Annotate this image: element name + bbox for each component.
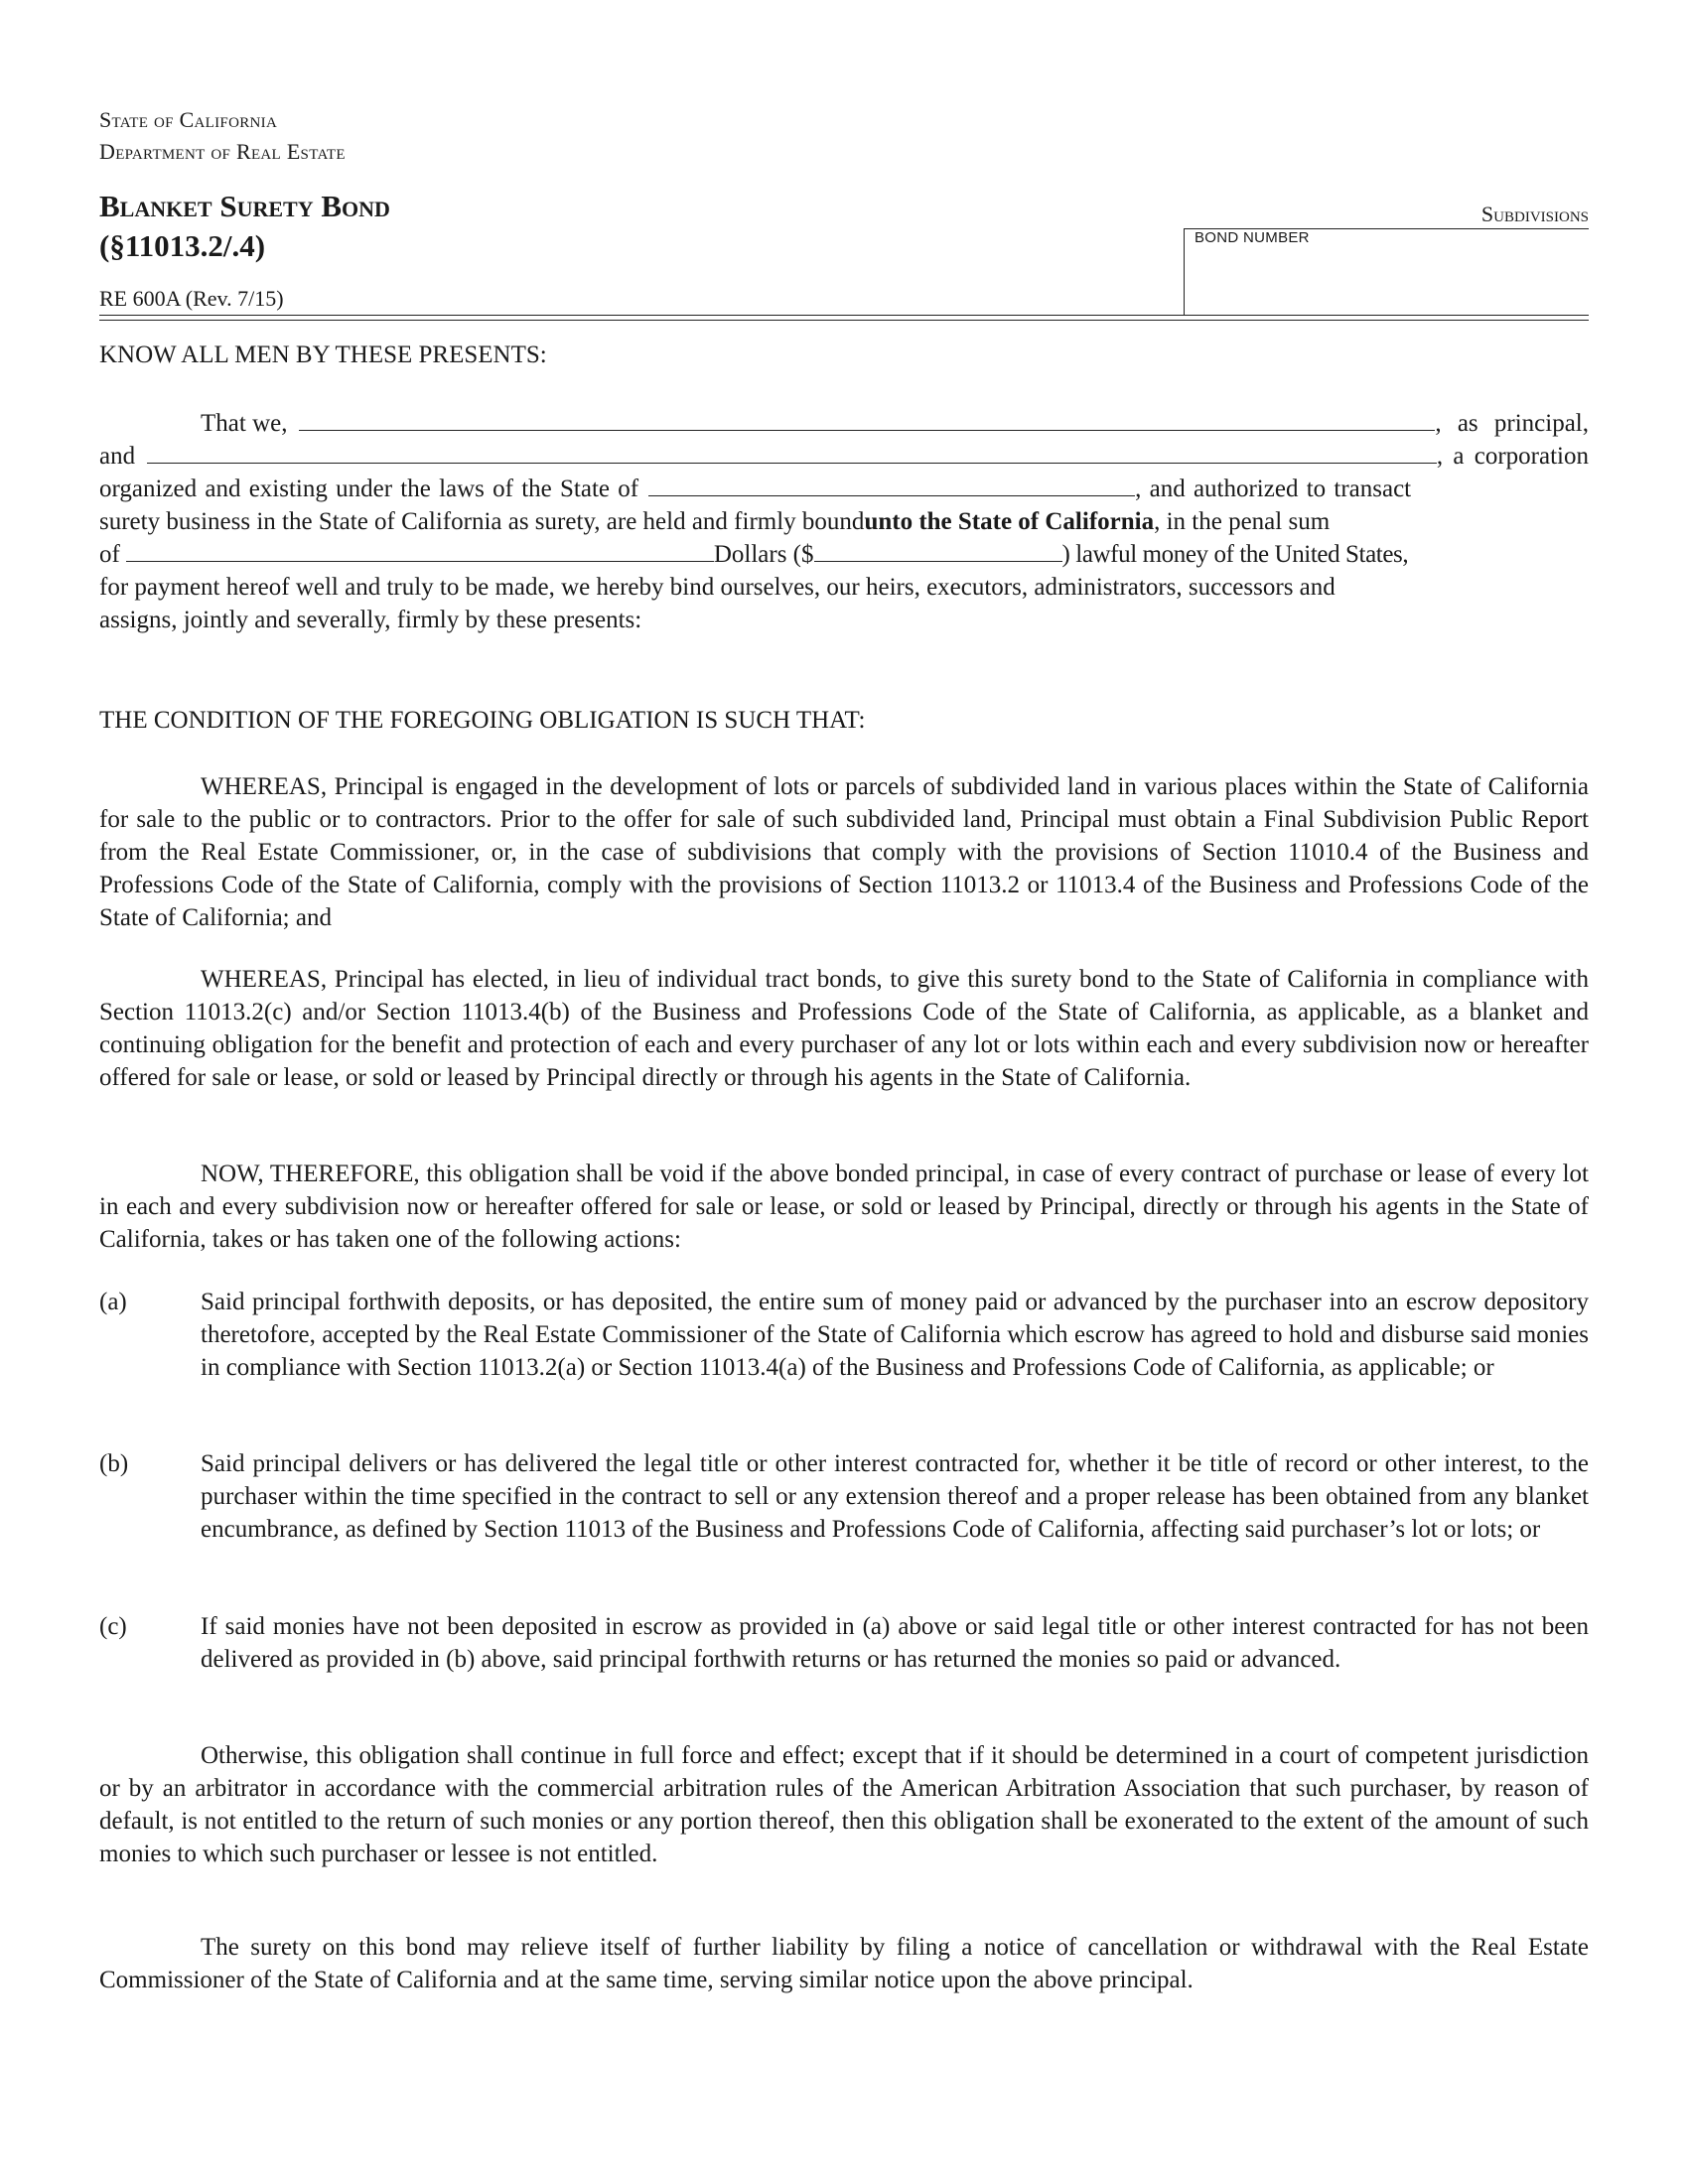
condition-item-b (99, 1447, 1589, 1546)
payment-line-1: for payment hereof well and truly to be made, we hereby bind ourselves, our heirs, executors, administrators, successors and (99, 574, 1336, 601)
condition-heading: THE CONDITION OF THE FOREGOING OBLIGATION IS SUCH THAT: (99, 707, 866, 734)
bond-number-field[interactable] (1184, 228, 1590, 316)
corporation-label: , a corporation (1436, 443, 1589, 470)
item-marker: (c) (99, 1613, 127, 1640)
whereas-paragraph-2: WHEREAS, Principal has elected, in lieu of individual tract bonds, to give this surety bond to the State of California in compliance with Section 11013.2(c) and/or Section 11013.4(b) of the Business and Professions Code of the State of California, as applicable, as a blanket and continuing obligation for the benefit and protection of each and every purchaser of any lot or lots within each and every subdivision now or hereafter offered for sale or lease, or sold or leased by Principal directly or through his agents in the State of California. (99, 966, 1589, 1091)
authorized-label: , and authorized to transact (1135, 476, 1412, 502)
condition-item-a (99, 1286, 1589, 1384)
penal-sum-amount-field[interactable] (814, 539, 1062, 562)
principal-name-field[interactable] (299, 408, 1435, 431)
as-principal-label: , as principal, (1435, 410, 1589, 437)
item-text: If said monies have not been deposited in escrow as provided in (a) above or said legal title or other interest contracted for has not been delivered as provided in (b) above, said principal forthwith returns or has returned the monies so paid or advanced. (201, 1613, 1589, 1673)
item-text: Said principal delivers or has delivered the legal title or other interest contracted for, whether it be title of record or other interest, to the purchaser within the time specified in the contract to sell or any extension thereof and a proper release has been obtained from any blanket encumbrance, as defined by Section 11013 of the Business and Professions Code of California, affecting said purchaser’s lot or lots; or (201, 1450, 1589, 1543)
that-we-label: That we, (201, 410, 288, 437)
form-title-line2: (§11013.2/.4) (99, 228, 266, 263)
payment-line-2: assigns, jointly and severally, firmly by these presents: (99, 607, 642, 633)
know-all-heading: KNOW ALL MEN BY THESE PRESENTS: (99, 341, 547, 368)
department-name: Department of Real Estate (99, 139, 346, 164)
bond-number-label: BOND NUMBER (1195, 229, 1310, 246)
form-category: Subdivisions (1480, 202, 1589, 226)
state-of-california-bold: unto the State of California (864, 508, 1155, 535)
of-label: of (99, 541, 120, 568)
item-marker: (b) (99, 1450, 129, 1477)
and-label: and (99, 443, 136, 470)
item-text: Said principal forthwith deposits, or has deposited, the entire sum of money paid or advanced by the purchaser into an escrow depository theretofore, accepted by the Real Estate Commissioner of the State of California which escrow has agreed to hold and disburse said monies in compliance with Section 11013.2(a) or Section 11013.4(a) of the Business and Professions Code of California, as applicable; or (201, 1289, 1589, 1381)
surety-name-field[interactable] (147, 441, 1437, 464)
now-therefore-paragraph: NOW, THEREFORE, this obligation shall be void if the above bonded principal, in case of every contract of purchase or lease of every lot in each and every subdivision now or hereafter offered for sale or lease, or sold or leased by Principal, directly or through his agents in the State of California, takes or has taken one of the following actions: (99, 1160, 1589, 1253)
state-of-incorporation-field[interactable] (648, 474, 1135, 496)
form-identifier: RE 600A (Rev. 7/15) (99, 286, 284, 311)
item-marker: (a) (99, 1289, 127, 1315)
otherwise-paragraph: Otherwise, this obligation shall continue in full force and effect; except that if it should be determined in a court of competent jurisdiction or by an arbitrator in accordance with the commercial arbitration rules of the American Arbitration Association that such purchaser, by reason of default, is not entitled to the return of such monies or any portion thereof, then this obligation shall be exonerated to the extent of the amount of such monies to which such purchaser or lessee is not entitled. (99, 1742, 1589, 1867)
form-title (99, 187, 390, 266)
header-double-rule (99, 315, 1589, 321)
state-name: State of California (99, 107, 278, 132)
surety-business-line: surety business in the State of California as surety, are held and firmly bound unto the State of California , in the penal sum (99, 505, 1589, 538)
bond-form-page (99, 0, 1589, 2184)
condition-item-c (99, 1610, 1589, 1676)
whereas-paragraph-1: WHEREAS, Principal is engaged in the development of lots or parcels of subdivided land in various places within the State of California for sale to the public or to contractors. Prior to the offer for sale of such subdivided land, Principal must obtain a Final Subdivision Public Report from the Real Estate Commissioner, or, in the case of subdivisions that comply with the provisions of Section 11010.4 of the Business and Professions Code of the State of California, comply with the provisions of Section 11013.2 or 11013.4 of the Business and Professions Code of the State of California; and (99, 773, 1589, 931)
dollars-label: Dollars ($ (713, 541, 814, 568)
form-title-line1: Blanket Surety Bond (99, 189, 390, 223)
surety-relief-paragraph: The surety on this bond may relieve itself of further liability by filing a notice of cancellation or withdrawal with the Real Estate Commissioner of the State of California and at the same time, serving similar notice upon the above principal. (99, 1934, 1589, 1993)
penal-sum-words-field[interactable] (126, 539, 714, 562)
lawful-money-label: ) lawful money of the United States, (1061, 541, 1409, 568)
bond-parties-section (99, 407, 1589, 636)
organized-label: organized and existing under the laws of the State of (99, 476, 639, 502)
